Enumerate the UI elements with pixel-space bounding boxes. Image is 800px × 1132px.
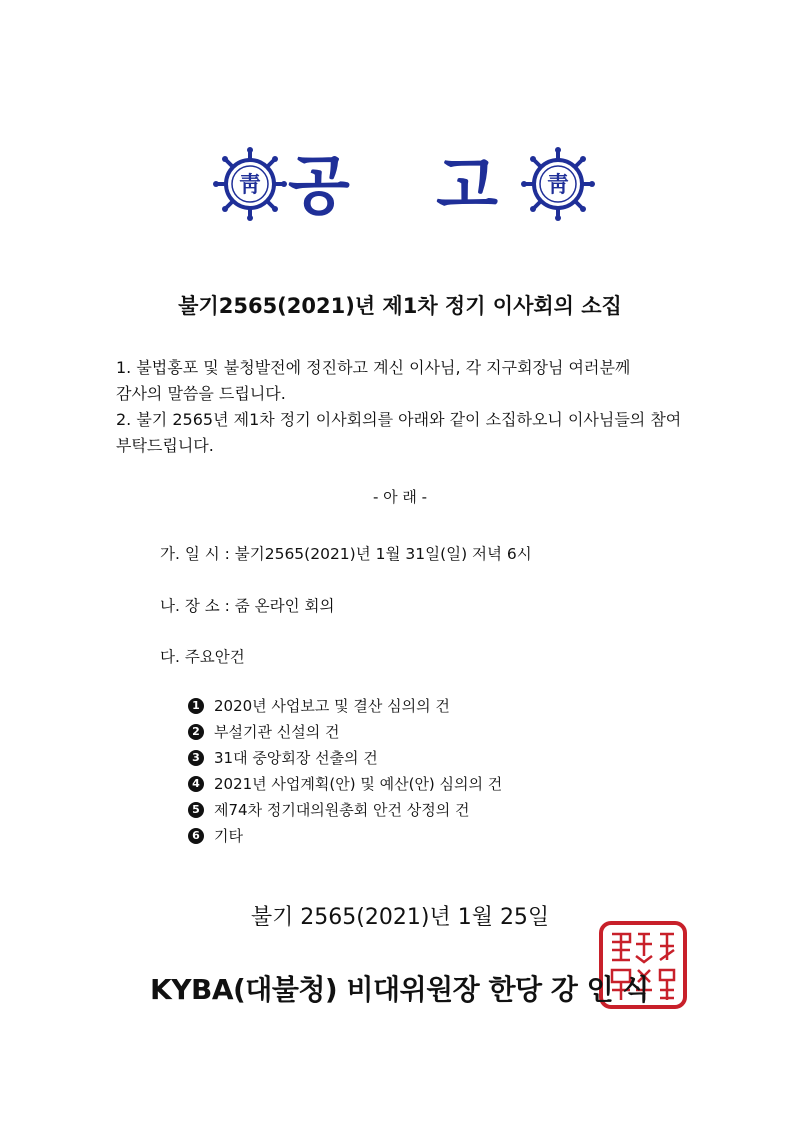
agenda-text: 제74차 정기대의원총회 안건 상정의 건 (214, 801, 470, 819)
paragraph-1-line-1: 1. 불법홍포 및 불청발전에 정진하고 계신 이사님, 각 지구회장님 여러분께 (116, 358, 631, 377)
agenda-text: 기타 (214, 827, 243, 845)
agenda-text: 부설기관 신설의 건 (214, 723, 340, 741)
paragraph-1-line-2: 감사의 말씀을 드립니다. (116, 384, 286, 403)
agenda-number: 2 (188, 724, 204, 740)
agenda-text: 2020년 사업보고 및 결산 심의의 건 (214, 697, 450, 715)
agenda-item (188, 799, 470, 820)
notice-title: 불기2565(2021)년 제1차 정기 이사회의 소집 (178, 294, 622, 318)
notice-heading (288, 136, 498, 226)
agenda-number: 1 (188, 698, 204, 714)
paragraph-2-line-1: 2. 불기 2565년 제1차 정기 이사회의를 아래와 같이 소집하오니 이사님들의 참여 (116, 410, 682, 429)
agenda-text: 31대 중앙회장 선출의 건 (214, 749, 378, 767)
agenda-item (188, 773, 502, 794)
heading-char-2: 고 (436, 149, 498, 224)
below-label: - 아 래 - (372, 488, 428, 506)
dharma-wheel-emblem-left (212, 146, 288, 222)
agenda-item (188, 695, 450, 716)
paragraph-1 (116, 355, 630, 407)
item-agenda-heading: 다. 주요안건 (160, 648, 245, 666)
paragraph-2-line-2: 부탁드립니다. (116, 436, 214, 455)
agenda-item (188, 825, 243, 846)
emblem-char: 靑 (238, 172, 262, 198)
agenda-item (188, 721, 339, 742)
agenda-number: 5 (188, 802, 204, 818)
item-venue: 나. 장 소 : 줌 온라인 회의 (160, 597, 335, 615)
agenda-number: 3 (188, 750, 204, 766)
notice-date: 불기 2565(2021)년 1월 25일 (250, 905, 550, 930)
agenda-text: 2021년 사업계획(안) 및 예산(안) 심의의 건 (214, 775, 503, 793)
emblem-char: 靑 (546, 172, 570, 198)
dharma-wheel-emblem-right (520, 146, 596, 222)
signer-line: KYBA(대불청) 비대위원장 한당 강 인 식 (150, 973, 649, 1006)
agenda-number: 4 (188, 776, 204, 792)
heading-char-1: 공 (288, 149, 350, 224)
agenda-item (188, 747, 378, 768)
paragraph-2 (116, 407, 681, 459)
item-datetime: 가. 일 시 : 불기2565(2021)년 1월 31일(일) 저녁 6시 (160, 545, 532, 563)
agenda-number: 6 (188, 828, 204, 844)
